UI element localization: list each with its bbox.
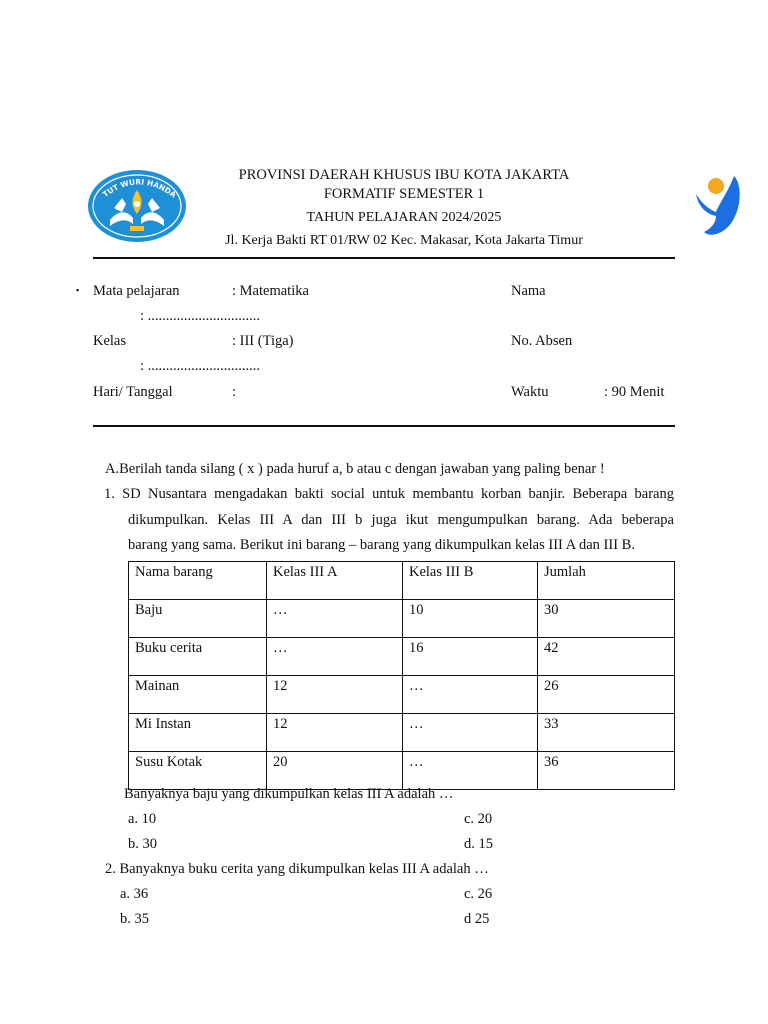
- name-label: Nama: [511, 283, 546, 299]
- table-cell: Mainan: [129, 676, 267, 714]
- absen-label: No. Absen: [511, 333, 573, 349]
- q2-option-c[interactable]: c. 26: [464, 886, 493, 902]
- name-fill-line: : ...............................: [140, 308, 261, 324]
- table-row: [129, 714, 675, 752]
- header-school-year: TAHUN PELAJARAN 2024/2025: [306, 210, 502, 225]
- q2-option-b[interactable]: b. 35: [120, 911, 149, 927]
- q1-option-d[interactable]: d. 15: [464, 836, 493, 852]
- table-cell: Baju: [129, 600, 267, 638]
- table-header-row: [129, 562, 675, 600]
- date-label: Hari/ Tanggal: [93, 384, 173, 400]
- class-label: Kelas: [93, 333, 127, 349]
- table-cell: 36: [538, 752, 675, 790]
- table-cell: 12: [267, 714, 403, 752]
- section-a-instruction: A.Berilah tanda silang ( x ) pada huruf a, b atau c dengan jawaban yang paling benar !: [105, 461, 605, 477]
- table-cell: 30: [538, 600, 675, 638]
- q1-question: Banyaknya baju yang dikumpulkan kelas III A adalah …: [124, 786, 454, 802]
- table-cell: 16: [403, 638, 538, 676]
- header-province: PROVINSI DAERAH KHUSUS IBU KOTA JAKARTA: [238, 167, 570, 183]
- header-divider: [93, 257, 675, 259]
- q1-text-line3: barang yang sama. Berikut ini barang – barang yang dikumpulkan kelas III A dan III B.: [128, 537, 635, 553]
- time-label: Waktu: [511, 384, 549, 400]
- table-cell: …: [267, 600, 403, 638]
- q2-question: 2. Banyaknya buku cerita yang dikumpulkan kelas III A adalah …: [105, 861, 489, 877]
- table-cell: 26: [538, 676, 675, 714]
- table-cell: 33: [538, 714, 675, 752]
- subject-value: : Matematika: [232, 283, 309, 299]
- header-exam-title: FORMATIF SEMESTER 1: [323, 186, 485, 202]
- absen-fill-line: : ...............................: [140, 358, 261, 374]
- q2-option-a[interactable]: a. 36: [120, 886, 149, 902]
- table-cell: 10: [403, 600, 538, 638]
- table-cell: …: [403, 714, 538, 752]
- table-header-cell: Nama barang: [129, 562, 267, 600]
- q1-option-b[interactable]: b. 30: [128, 836, 157, 852]
- subject-label: Mata pelajaran: [93, 283, 180, 299]
- table-row: [129, 600, 675, 638]
- table-cell: …: [403, 752, 538, 790]
- q1-option-c[interactable]: c. 20: [464, 811, 493, 827]
- table-header-cell: Jumlah: [538, 562, 675, 600]
- table-cell: Susu Kotak: [129, 752, 267, 790]
- time-value: : 90 Menit: [604, 384, 665, 400]
- table-header-cell: Kelas III A: [267, 562, 403, 600]
- svg-text:TUT WURI HANDAYANI: TUT WURI HANDA: [101, 177, 178, 200]
- items-table: [128, 561, 675, 790]
- class-value: : III (Tiga): [232, 333, 294, 349]
- table-row: [129, 676, 675, 714]
- q1-text-line2: dikumpulkan. Kelas III A dan III b juga ikut mengumpulkan barang. Ada beberapa: [128, 512, 674, 528]
- q2-option-d[interactable]: d 25: [464, 911, 490, 927]
- bullet-marker: ▪: [76, 285, 80, 295]
- table-header-cell: Kelas III B: [403, 562, 538, 600]
- date-value: :: [232, 384, 237, 400]
- q1-text-line1: 1. SD Nusantara mengadakan bakti social untuk membantu korban banjir. Beberapa barang: [104, 486, 674, 502]
- table-cell: …: [403, 676, 538, 714]
- header-address: Jl. Kerja Bakti RT 01/RW 02 Kec. Makasar, Kota Jakarta Timur: [225, 233, 583, 248]
- table-cell: 20: [267, 752, 403, 790]
- table-cell: 12: [267, 676, 403, 714]
- identity-divider: [93, 425, 675, 427]
- table-row: [129, 752, 675, 790]
- table-cell: 42: [538, 638, 675, 676]
- table-cell: Mi Instan: [129, 714, 267, 752]
- table-row: [129, 638, 675, 676]
- table-cell: Buku cerita: [129, 638, 267, 676]
- table-cell: …: [267, 638, 403, 676]
- q1-option-a[interactable]: a. 10: [128, 811, 157, 827]
